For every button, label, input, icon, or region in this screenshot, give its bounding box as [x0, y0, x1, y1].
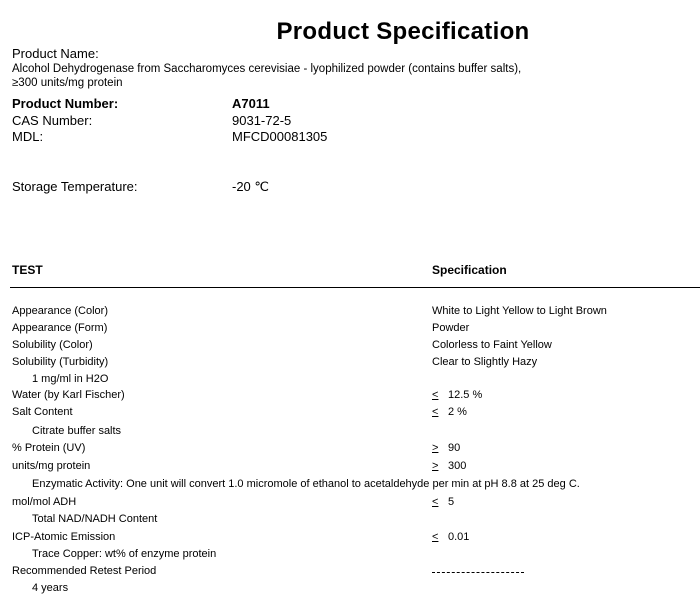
retest-period-dash-line — [432, 572, 524, 573]
page-title: Product Specification — [276, 18, 530, 45]
spec-value: Clear to Slightly Hazy — [432, 356, 538, 368]
spec-value: Powder — [432, 322, 470, 334]
product-number-value: A7011 — [232, 96, 270, 111]
spec-value: 0.01 — [448, 531, 470, 543]
spec-value: 2 % — [448, 406, 467, 418]
test-name: Water (by Karl Fischer) — [12, 389, 125, 401]
comparison-symbol: < — [432, 389, 439, 401]
spec-value: 90 — [448, 442, 461, 454]
spec-value: Colorless to Faint Yellow — [432, 339, 552, 351]
test-name: % Protein (UV) — [12, 442, 86, 454]
test-name: Total NAD/NADH Content — [32, 513, 158, 525]
product-name-line-2: ≥300 units/mg protein — [12, 77, 123, 89]
test-name: mol/mol ADH — [12, 496, 77, 508]
test-name: Citrate buffer salts — [32, 425, 122, 437]
product-number-label: Product Number: — [12, 96, 119, 111]
storage-temperature-value: -20 ℃ — [232, 179, 270, 194]
test-name: Solubility (Color) — [12, 339, 93, 351]
spec-value: White to Light Yellow to Light Brown — [432, 305, 607, 317]
spec-column-header: Specification — [432, 263, 507, 277]
mdl-value: MFCD00081305 — [232, 129, 328, 144]
cas-number-value: 9031-72-5 — [232, 113, 292, 128]
test-name: Appearance (Color) — [12, 305, 108, 317]
mdl-label: MDL: — [12, 129, 44, 144]
test-name: 4 years — [32, 582, 69, 594]
test-name: Trace Copper: wt% of enzyme protein — [32, 548, 217, 560]
comparison-symbol: > — [432, 460, 439, 472]
header-divider — [10, 287, 700, 288]
test-name: Recommended Retest Period — [12, 565, 157, 577]
product-name-label: Product Name: — [12, 46, 99, 61]
test-name: Solubility (Turbidity) — [12, 356, 109, 368]
comparison-symbol: < — [432, 496, 439, 508]
cas-number-label: CAS Number: — [12, 113, 93, 128]
spec-value: 5 — [448, 496, 455, 508]
test-column-header: TEST — [12, 263, 43, 277]
test-name: ICP-Atomic Emission — [12, 531, 116, 543]
test-name: Appearance (Form) — [12, 322, 108, 334]
test-name: Salt Content — [12, 406, 73, 418]
spec-value: 300 — [448, 460, 467, 472]
comparison-symbol: < — [432, 406, 439, 418]
test-name: Enzymatic Activity: One unit will convert 1.0 micromole of ethanol to acetaldehyde per min at pH 8.8 at 25 deg C. — [32, 478, 580, 490]
comparison-symbol: > — [432, 442, 439, 454]
test-name: 1 mg/ml in H2O — [32, 373, 109, 385]
storage-temperature-label: Storage Temperature: — [12, 179, 138, 194]
product-name-line-1: Alcohol Dehydrogenase from Saccharomyces cerevisiae - lyophilized powder (contains buffer salts), — [12, 63, 522, 75]
test-name: units/mg protein — [12, 460, 91, 472]
spec-value: 12.5 % — [448, 389, 483, 401]
comparison-symbol: < — [432, 531, 439, 543]
